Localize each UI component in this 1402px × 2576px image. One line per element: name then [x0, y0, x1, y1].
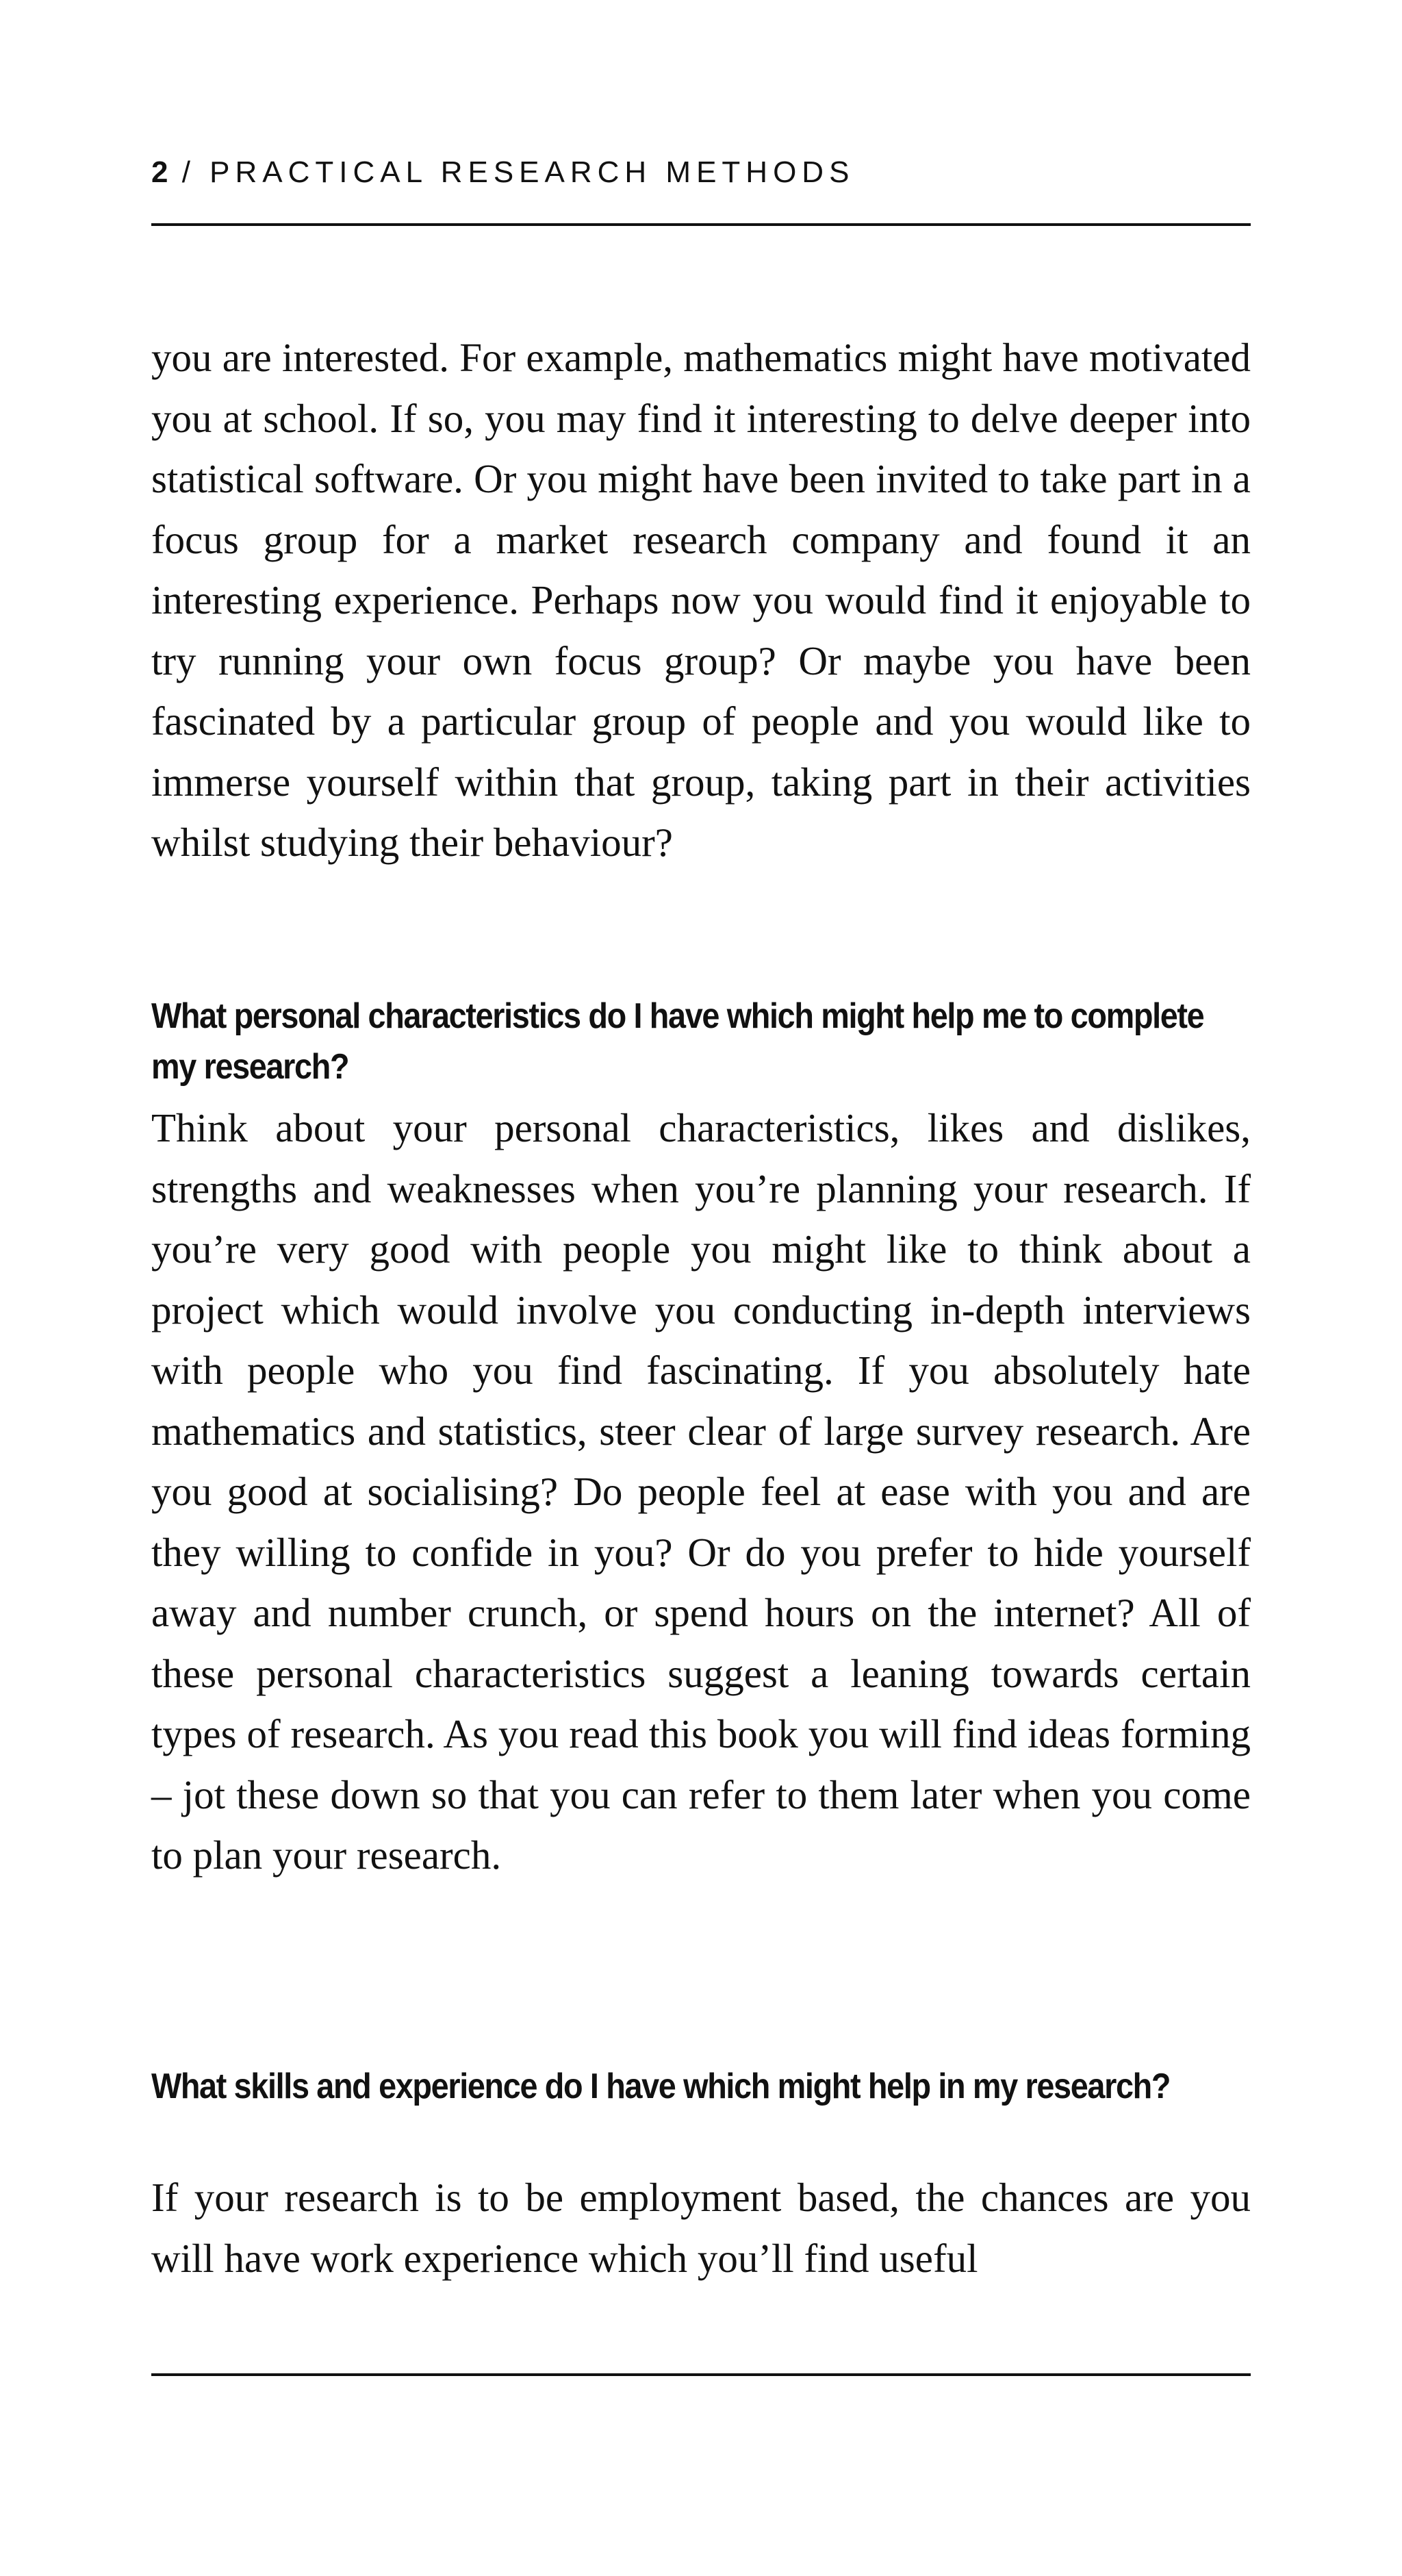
top-rule — [151, 223, 1251, 226]
section-heading-characteristics: What personal characteristics do I have which might help me to complete my research? — [151, 996, 1204, 1087]
skills-heading-block — [151, 2061, 1251, 2112]
intro-paragraph-block — [151, 327, 1251, 873]
skills-paragraph-block — [151, 2167, 1251, 2288]
characteristics-paragraph: Think about your personal characteristics, likes and dislikes, strengths and weaknesses when you’re planning your research. If you’re very good with people you might like to think about a project which would involve you conducting in-depth interviews with people who you find fascinating. If you absolutely hate mathematics and statistics, steer clear of large survey research. Are you good at socialising? Do people feel at ease with you and are they willing to confide in you? Or do you prefer to hide yourself away and number crunch, or spend hours on the internet? All of these personal characteristics suggest a leaning towards certain types of research. As you read this book you will find ideas forming – jot these down so that you can refer to them later when you come to plan your research. — [151, 1105, 1251, 1878]
running-head-separator: / — [168, 155, 210, 189]
bottom-rule — [151, 2373, 1251, 2376]
skills-paragraph: If your research is to be employment based, the chances are you will have work experience which you’ll find useful — [151, 2175, 1251, 2281]
book-title: PRACTICAL RESEARCH METHODS — [209, 155, 855, 189]
running-head — [151, 152, 854, 193]
intro-paragraph: you are interested. For example, mathematics might have motivated you at school. If so, you may find it interesting to delve deeper into statistical software. Or you might have been invited to take part in a focus group for a market research company and found it an interesting experience. Perhaps now you would find it enjoyable to try running your own focus group? Or maybe you have been fascinated by a particular group of people and you would like to immerse yourself within that group, taking part in their activities whilst studying their behaviour? — [151, 335, 1251, 865]
section-heading-skills: What skills and experience do I have which might help in my research? — [151, 2067, 1171, 2106]
characteristics-heading-block — [151, 991, 1251, 1092]
characteristics-paragraph-block — [151, 1098, 1251, 1886]
page-number: 2 — [151, 155, 168, 189]
